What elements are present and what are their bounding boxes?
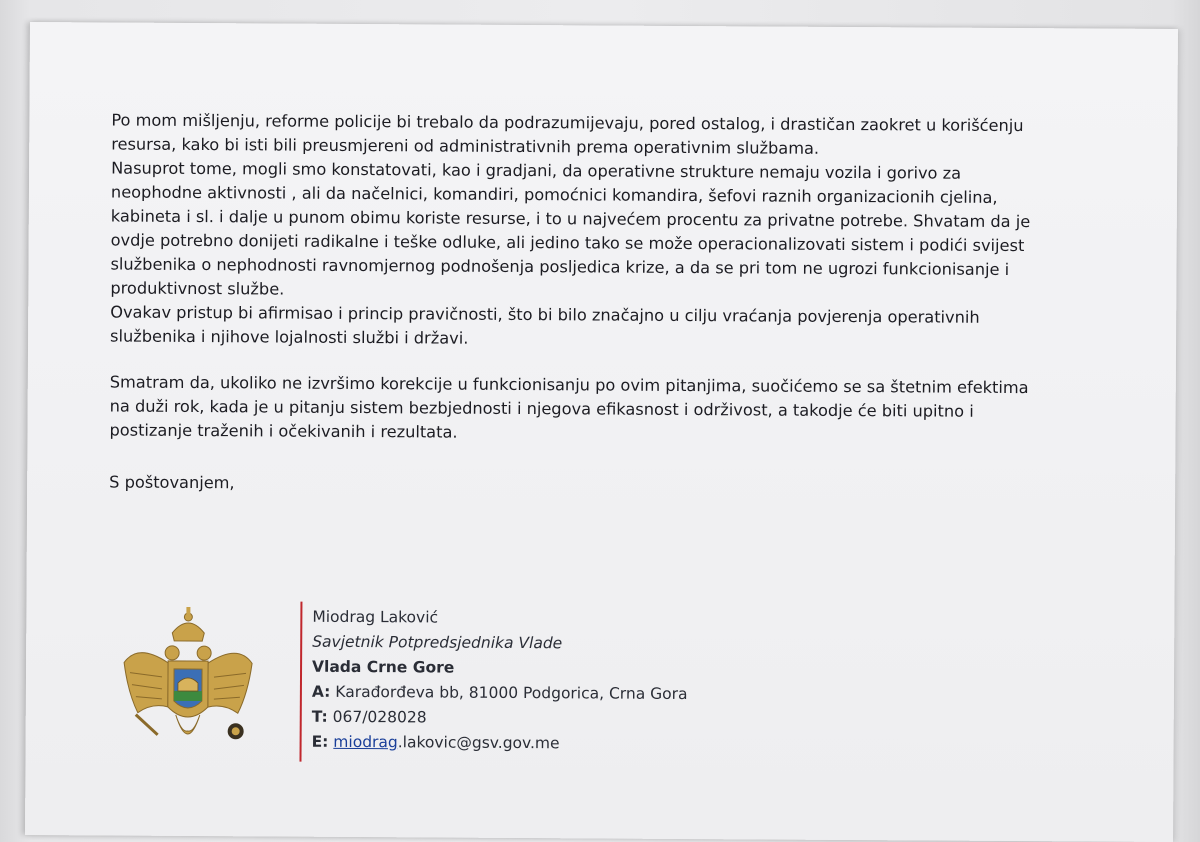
address-label: A: <box>311 682 331 701</box>
paragraph-2: Nasuprot tome, mogli smo konstatovati, kao i gradjani, da operativne strukture nemaju vozila i gorivo za neophodne aktivnosti , ali da načelnici, komandiri, pomoćnici komandira, šefovi raznih organizacionih cjelina, kabineta i sl. i dalje u punom obimu koriste resurse, i to u najvećem procentu za privatne potrebe. Shvatam da je ovdje potrebno donijeti radikalne i teške odluke, ali jedino tako se može operacionalizovati sistem i podići svijest službenika o nephodnosti ravnomjernog podnošenja posljedica krize, a da se pri tom ne ugrozi funkcionisanje i produktivnost službe. <box>110 158 1031 299</box>
signer-title: Savjetnik Potpredsjednika Vlade <box>312 632 563 653</box>
email-line <box>312 731 688 756</box>
email-domain: .lakovic@gsv.gov.me <box>397 733 560 753</box>
paragraph-3: Ovakav pristup bi afirmisao i princip pravičnosti, što bi bilo značajno u cilju vraćanja povjerenja operativnih službenika i njihove lojalnosti službi i državi. <box>110 302 980 348</box>
phone-line <box>312 706 688 731</box>
signature-divider <box>299 602 302 762</box>
email-signature <box>312 606 689 758</box>
address-text: Karađorđeva bb, 81000 Podgorica, Crna Gora <box>335 682 688 704</box>
phone-label: T: <box>311 707 328 726</box>
paragraph-4: Smatram da, ukoliko ne izvršimo korekcije u funkcionisanju po ovim pitanjima, suočićemo se sa štetnim efektima na duži rok, kada je u pitanju sistem bezbjednosti i njegova efikasnost i održivost, a takodje će biti upitno i postizanje traženih i očekivanih i rezultata. <box>109 372 1029 442</box>
email-label: E: <box>311 732 329 751</box>
closing-salutation: S poštovanjem, <box>109 472 235 493</box>
signer-name: Miodrag Laković <box>312 607 439 627</box>
paragraph-1: Po mom mišljenju, reforme policije bi trebalo da podrazumijevaju, pored ostalog, i drastičan zaokret u korišćenju resursa, kako bi isti bili preusmjereni od administrativnih prema operativnim službama. <box>111 110 1024 158</box>
address-line <box>312 681 688 706</box>
phone-text: 067/028028 <box>332 707 427 727</box>
email-link[interactable]: miodrag <box>333 732 398 752</box>
coat-of-arms-icon <box>117 603 258 764</box>
letter-paper <box>25 22 1178 842</box>
signer-organization: Vlada Crne Gore <box>312 657 455 677</box>
letter-body <box>109 108 1041 500</box>
